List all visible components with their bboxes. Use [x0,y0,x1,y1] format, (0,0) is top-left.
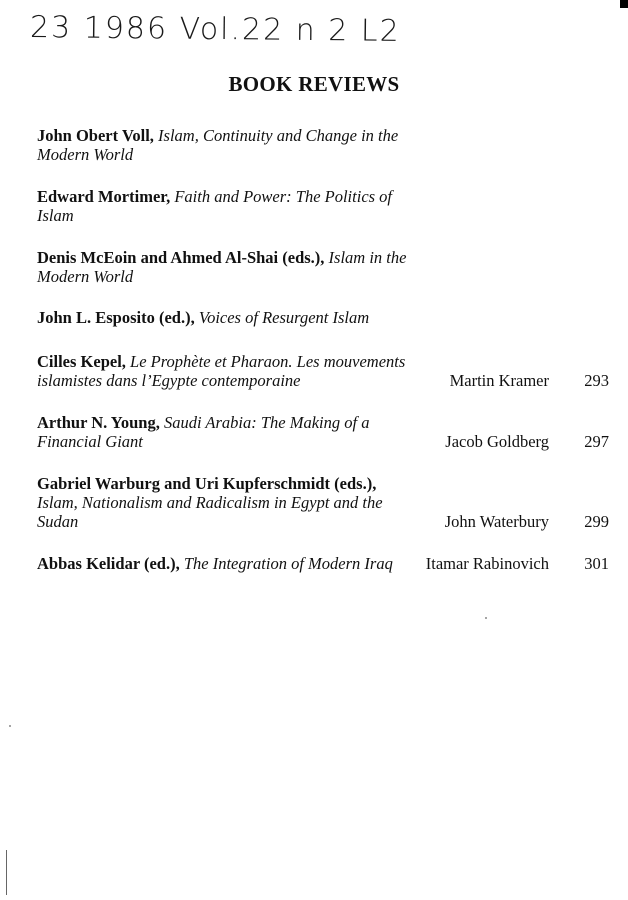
book-author: Abbas Kelidar (ed.), [37,554,180,573]
citation [37,126,412,164]
citation [37,187,412,225]
review-entry [37,554,617,573]
reviewer-name: Itamar Rabinovich [425,554,549,573]
review-entry [37,474,617,531]
review-entry [37,126,617,164]
citation [37,352,412,390]
book-title: Saudi Arabia: The Making of a Financial Giant [37,413,370,451]
book-author: Denis McEoin and Ahmed Al-Shai (eds.), [37,248,325,267]
citation [37,413,412,451]
scan-edge-mark [6,850,7,895]
scan-speck [485,617,487,619]
review-entry [37,308,617,327]
page-number: 297 [584,432,609,451]
review-entry [37,352,617,390]
book-author: Gabriel Warburg and Uri Kupferschmidt (eds.), [37,474,377,493]
page-number: 301 [584,554,609,573]
scan-speck [9,725,11,727]
review-entry [37,413,617,451]
book-author: John L. Esposito (ed.), [37,308,195,327]
review-entry [37,187,617,225]
book-title: Faith and Power: The Politics of Islam [37,187,393,225]
review-list [37,126,617,596]
book-title: Islam in the Modern World [37,248,407,286]
reviewer-name: Martin Kramer [449,371,549,390]
citation [37,308,412,327]
book-author: John Obert Voll, [37,126,154,145]
book-title: Islam, Continuity and Change in the Modern World [37,126,399,164]
book-title: Le Prophète et Pharaon. Les mouvements islamistes dans l’Egypte contemporaine [37,352,406,390]
handwritten-annotation: 23 1986 Vol.22 n 2 L2 [29,10,401,49]
book-author: Cilles Kepel, [37,352,126,371]
reviewer-name: Jacob Goldberg [445,432,549,451]
page-title: BOOK REVIEWS [228,72,400,96]
page-number: 293 [584,371,609,390]
citation [37,554,412,573]
citation [37,474,412,531]
page-number: 299 [584,512,609,531]
book-title: Voices of Resurgent Islam [198,308,370,327]
book-title: Islam, Nationalism and Radicalism in Egypt and the Sudan [37,493,383,531]
reviewer-name: John Waterbury [444,512,549,531]
scan-corner-mark [620,0,628,8]
book-author: Arthur N. Young, [37,413,160,432]
book-title: The Integration of Modern Iraq [183,554,393,573]
citation [37,248,412,286]
review-entry [37,248,617,286]
book-author: Edward Mortimer, [37,187,171,206]
